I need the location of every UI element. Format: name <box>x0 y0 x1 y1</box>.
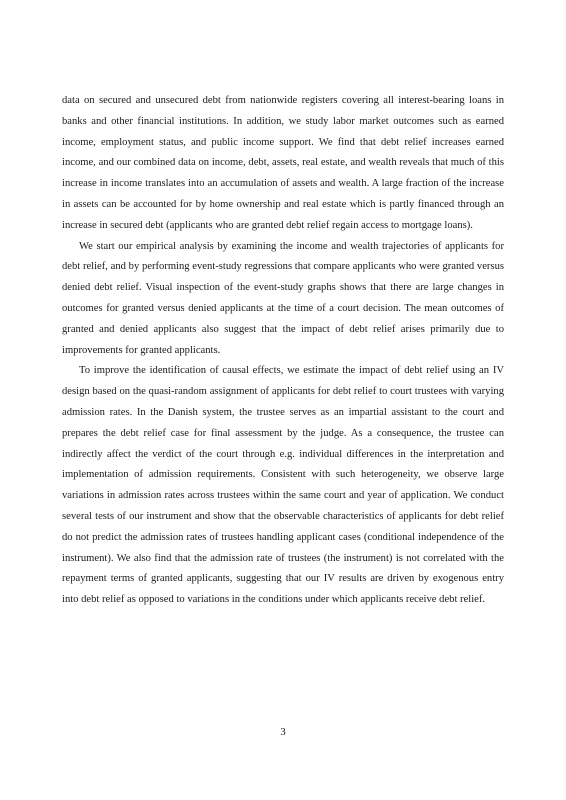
page-number: 3 <box>280 727 286 738</box>
body-text <box>62 91 504 611</box>
paragraph-empirical-analysis: We start our empirical analysis by examining the income and wealth trajectories of applicants for debt relief, and by performing event-study regressions that compare applicants who were granted versus denied debt relief. Visual inspection of the event-study graphs shows that there are large changes in outcomes for granted versus denied applicants at the time of a court decision. The mean outcomes of granted and denied applicants also suggest that the impact of debt relief arises primarily due to improvements for granted applicants. <box>62 240 504 356</box>
paragraph-continued: data on secured and unsecured debt from nationwide registers covering all interest-bearing loans in banks and other financial institutions. In addition, we study labor market outcomes such as earned income, employment status, and public income support. We find that debt relief increases earned income, and our combined data on income, debt, assets, real estate, and wealth reveals that much of this increase in income translates into an accumulation of assets and wealth. A large fraction of the increase in assets can be accounted for by home ownership and real estate which is partly financed through an increase in secured debt (applicants who are granted debt relief regain access to mortgage loans). <box>62 95 504 231</box>
paragraph-iv-design: To improve the identification of causal effects, we estimate the impact of debt relief using an IV design based on the quasi-random assignment of applicants for debt relief to court trustees with varying admission rates. In the Danish system, the trustee serves as an impartial assistant to the court and prepares the debt relief case for final assessment by the judge. As a consequence, the trustee can indirectly affect the verdict of the court through e.g. individual differences in the interpretation and implementation of admission requirements. Consistent with such heterogeneity, we observe large variations in admission rates across trustees within the same court and year of application. We conduct several tests of our instrument and show that the observable characteristics of applicants for debt relief do not predict the admission rates of trustees handling applicant cases (conditional independence of the instrument). We also find that the admission rate of trustees (the instrument) is not correlated with the repayment terms of granted applicants, suggesting that our IV results are driven by exogenous entry into debt relief as opposed to variations in the conditions under which applicants receive debt relief. <box>62 365 504 606</box>
